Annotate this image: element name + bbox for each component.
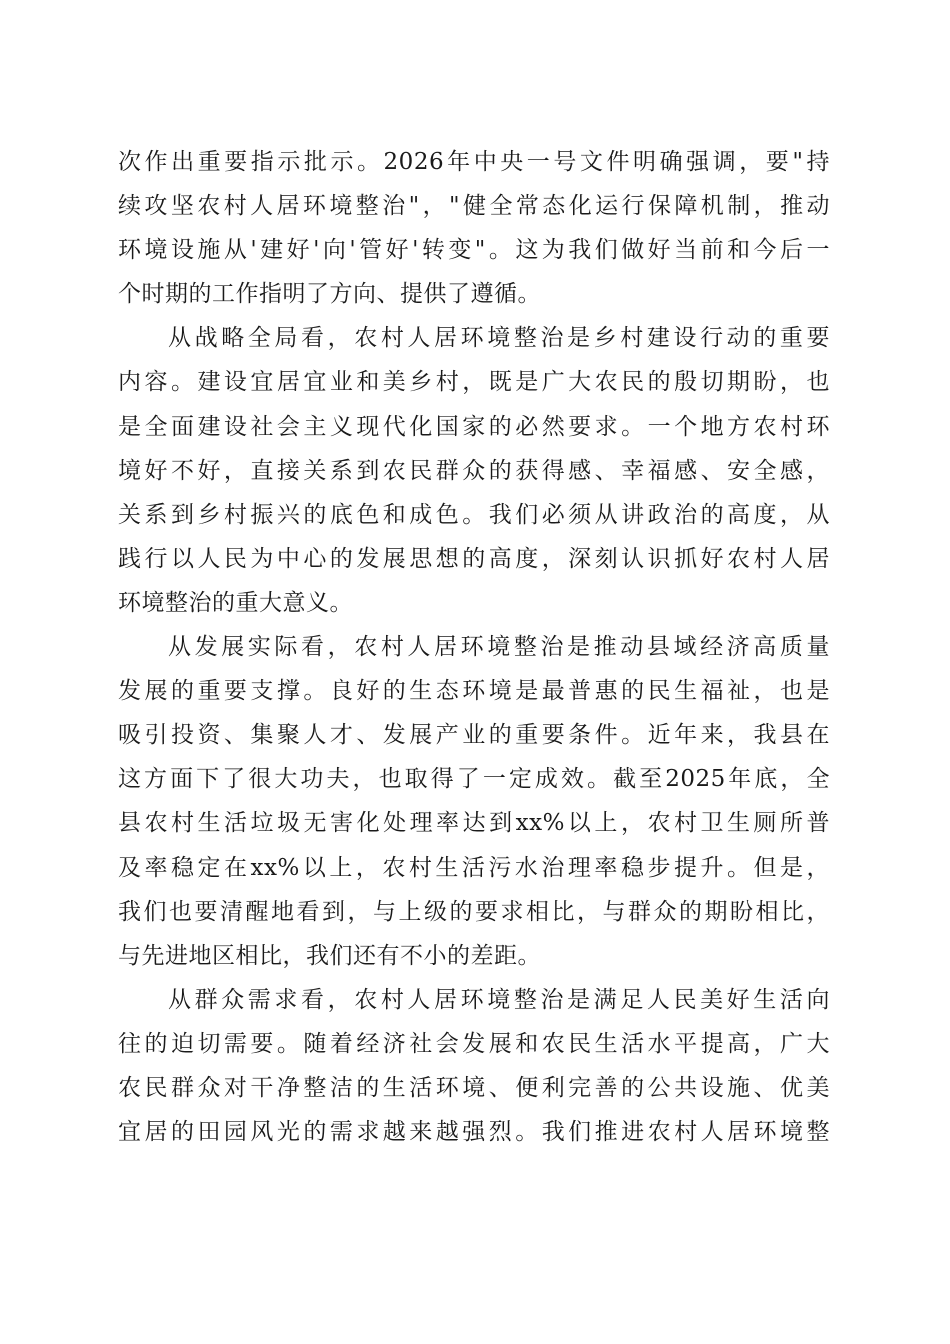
text-line: 境好不好，直接关系到农民群众的获得感、幸福感、安全感，: [118, 457, 830, 484]
text-line: 续攻坚农村人居环境整治"，"健全常态化运行保障机制，推动: [118, 193, 830, 220]
paragraph-1: [118, 140, 830, 316]
text-line: 从战略全局看，农村人居环境整治是乡村建设行动的重要: [168, 325, 830, 352]
text-line: 内容。建设宜居宜业和美乡村，既是广大农民的殷切期盼，也: [118, 369, 830, 396]
text-line: 宜居的田园风光的需求越来越强烈。我们推进农村人居环境整: [118, 1119, 830, 1146]
text-line: 县农村生活垃圾无害化处理率达到xx%以上，农村卫生厕所普: [118, 810, 830, 837]
text-line: 农民群众对干净整洁的生活环境、便利完善的公共设施、优美: [118, 1074, 830, 1101]
text-line: 个时期的工作指明了方向、提供了遵循。: [118, 281, 541, 308]
text-line: 这方面下了很大功夫，也取得了一定成效。截至2025年底，全: [118, 766, 830, 793]
text-line: 从发展实际看，农村人居环境整治是推动县域经济高质量: [168, 634, 830, 661]
paragraph-2: [118, 316, 830, 625]
text-line: 我们也要清醒地看到，与上级的要求相比，与群众的期盼相比，: [118, 898, 830, 925]
text-line: 环境设施从'建好'向'管好'转变"。这为我们做好当前和今后一: [118, 237, 830, 264]
text-line: 发展的重要支撑。良好的生态环境是最普惠的民生福祉，也是: [118, 678, 830, 705]
paragraph-3: [118, 625, 830, 978]
text-line: 吸引投资、集聚人才、发展产业的重要条件。近年来，我县在: [118, 722, 830, 749]
text-line: 次作出重要指示批示。2026年中央一号文件明确强调，要"持: [118, 149, 830, 175]
text-line: 往的迫切需要。随着经济社会发展和农民生活水平提高，广大: [118, 1030, 830, 1057]
paragraph-4: [118, 978, 830, 1154]
text-line: 及率稳定在xx%以上，农村生活污水治理率稳步提升。但是，: [118, 854, 830, 881]
text-line: 是全面建设社会主义现代化国家的必然要求。一个地方农村环: [118, 413, 830, 440]
document-body: [118, 140, 830, 1154]
text-line: 从群众需求看，农村人居环境整治是满足人民美好生活向: [168, 986, 830, 1013]
text-line: 环境整治的重大意义。: [118, 589, 353, 616]
text-line: 关系到乡村振兴的底色和成色。我们必须从讲政治的高度，从: [118, 501, 830, 528]
text-line: 践行以人民为中心的发展思想的高度，深刻认识抓好农村人居: [118, 545, 830, 572]
text-line: 与先进地区相比，我们还有不小的差距。: [118, 942, 541, 969]
